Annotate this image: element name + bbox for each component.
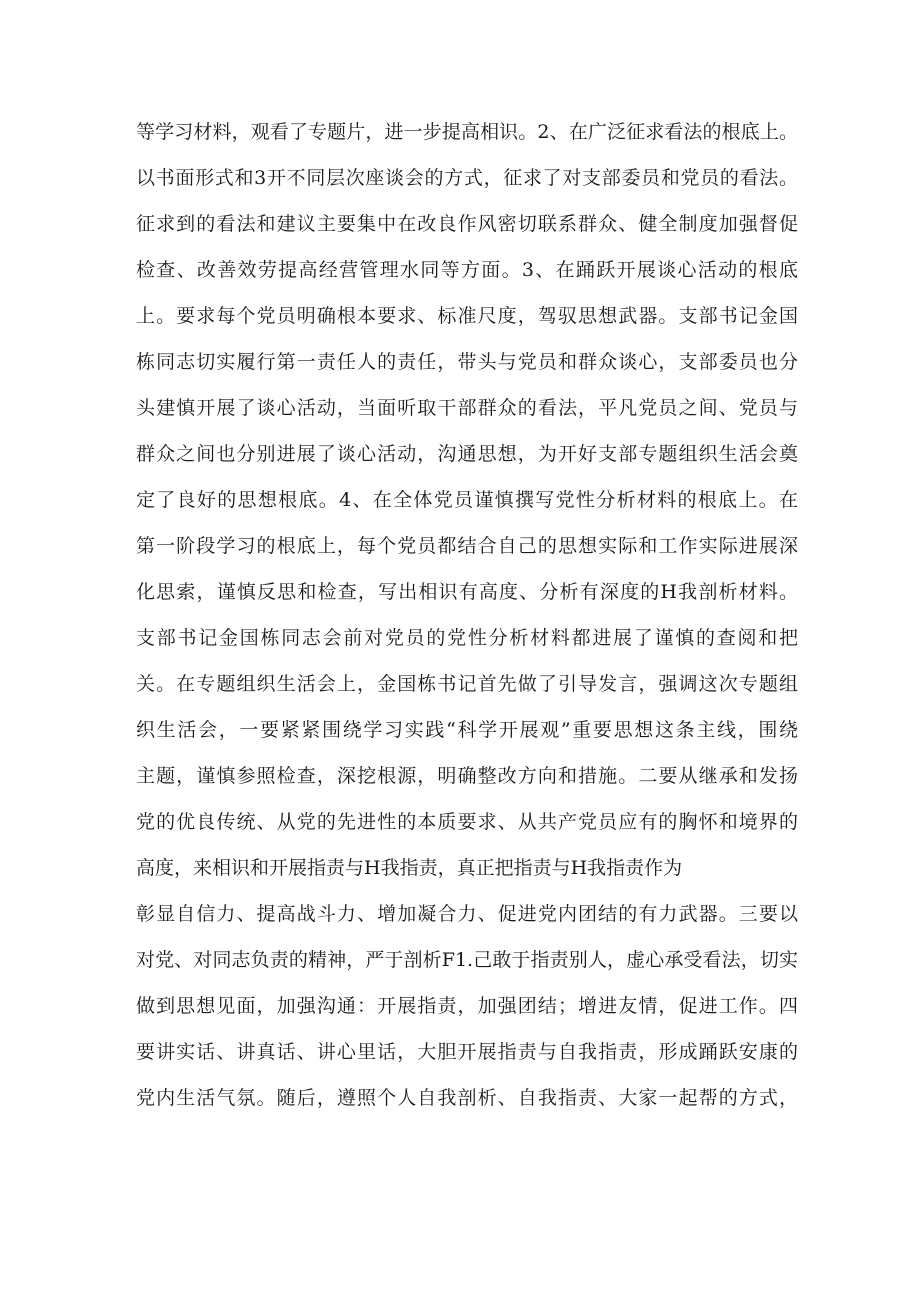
body-text (136, 109, 798, 1121)
text-line: 关。在专题组织生活会上，金国栋书记首先做了引导发言，强调这次专题组 (136, 673, 798, 695)
text-line: 主题，谨慎参照检查，深挖根源，明确整改方向和措施。二要从继承和发扬 (136, 765, 798, 787)
text-line: 上。要求每个党员明确根本要求、标准尺度，驾驭思想武器。支部书记金国 (136, 305, 798, 327)
text-line: 检查、改善效劳提高经营管理水同等方面。3、在踊跃开展谈心活动的根底 (136, 259, 798, 281)
text-line: 栋同志切实履行第一责任人的责任，带头与党员和群众谈心，支部委员也分 (136, 351, 798, 373)
text-line: 支部书记金国栋同志会前对党员的党性分析材料都进展了谨慎的查阅和把 (136, 627, 798, 649)
text-line: 征求到的看法和建议主要集中在改良作风密切联系群众、健全制度加强督促 (136, 213, 798, 235)
text-line: 化思索，谨慎反思和检查，写出相识有高度、分析有深度的H我剖析材料。 (136, 581, 798, 603)
text-line: 党内生活气氛。随后，遵照个人自我剖析、自我指责、大家一起帮的方式， (136, 1087, 798, 1109)
text-line: 群众之间也分别进展了谈心活动，沟通思想，为开好支部专题组织生活会奠 (136, 443, 798, 465)
text-line: 以书面形式和3开不同层次座谈会的方式，征求了对支部委员和党员的看法。 (136, 167, 798, 189)
text-line: 织生活会，一要紧紧围绕学习实践“科学开展观”重要思想这条主线，围绕 (136, 719, 798, 741)
text-line: 等学习材料，观看了专题片，进一步提高相识。2、在广泛征求看法的根底上。 (136, 121, 798, 143)
text-line: 对党、对同志负责的精神，严于剖析F1.己敢于指责别人，虚心承受看法，切实 (136, 949, 798, 971)
text-line: 党的优良传统、从党的先进性的本质要求、从共产党员应有的胸怀和境界的 (136, 811, 798, 833)
text-line: 彰显自信力、提高战斗力、增加凝合力、促进党内团结的有力武器。三要以 (136, 903, 798, 925)
text-line: 第一阶段学习的根底上，每个党员都结合自己的思想实际和工作实际进展深 (136, 535, 798, 557)
text-line: 要讲实话、讲真话、讲心里话，大胆开展指责与自我指责，形成踊跃安康的 (136, 1041, 798, 1063)
text-line: 做到思想见面，加强沟通：开展指责，加强团结；增进友情，促进工作。四 (136, 995, 798, 1017)
text-line: 头建慎开展了谈心活动，当面听取干部群众的看法，平凡党员之间、党员与 (136, 397, 798, 419)
text-line: 高度，来相识和开展指责与H我指责，真正把指责与H我指责作为 (136, 857, 683, 879)
text-line: 定了良好的思想根底。4、在全体党员谨慎撰写党性分析材料的根底上。在 (136, 489, 798, 511)
